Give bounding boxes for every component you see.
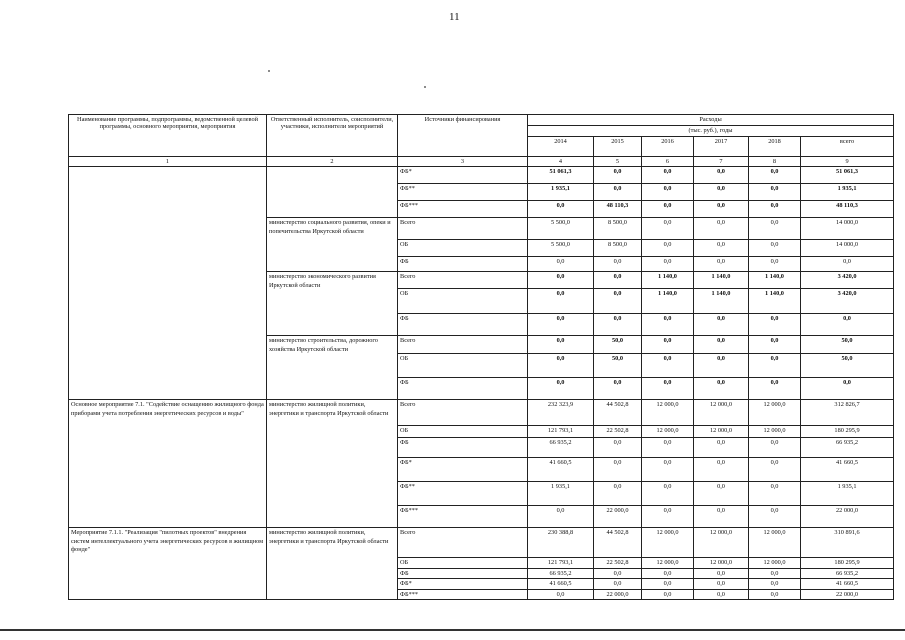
value-cell: 0,0 [801,257,894,272]
value-cell: 121 793,1 [528,558,594,568]
value-cell: 3 420,0 [801,272,894,289]
column-number: 2 [267,157,398,167]
value-cell: 12 000,0 [642,528,694,558]
value-cell: 0,0 [694,354,749,378]
value-cell: 0,0 [594,482,642,506]
value-cell: 0,0 [694,568,749,578]
value-cell: 12 000,0 [642,426,694,438]
scan-speck [424,86,426,88]
value-cell: 0,0 [528,378,594,400]
funding-source: ОБ [398,354,528,378]
value-cell: 0,0 [694,378,749,400]
value-cell: 0,0 [594,458,642,482]
scan-edge-line [0,629,905,631]
value-cell: 12 000,0 [642,558,694,568]
funding-source: ФБ** [398,482,528,506]
header-year: 2015 [594,137,642,157]
value-cell: 66 935,2 [528,438,594,458]
value-cell: 50,0 [594,336,642,354]
value-cell: 1 935,1 [801,184,894,201]
column-number: 3 [398,157,528,167]
value-cell: 0,0 [694,167,749,184]
value-cell: 180 295,9 [801,558,894,568]
value-cell: 0,0 [594,378,642,400]
value-cell: 0,0 [694,579,749,589]
value-cell: 0,0 [642,438,694,458]
value-cell: 0,0 [642,240,694,257]
value-cell: 0,0 [749,579,801,589]
value-cell: 1 140,0 [749,289,801,314]
table-row [69,167,894,184]
value-cell: 121 793,1 [528,426,594,438]
column-number: 5 [594,157,642,167]
value-cell: 50,0 [801,354,894,378]
header-funding-source: Источники финансирования [398,115,528,157]
value-cell: 66 935,2 [528,568,594,578]
value-cell: 0,0 [694,438,749,458]
value-cell: 0,0 [694,257,749,272]
column-number: 4 [528,157,594,167]
executor-cell: министерство экономического развития Иркутской области [267,272,398,336]
value-cell: 0,0 [749,506,801,528]
funding-source: ОБ [398,558,528,568]
value-cell: 0,0 [528,506,594,528]
value-cell: 0,0 [694,336,749,354]
value-cell: 0,0 [528,354,594,378]
value-cell: 50,0 [801,336,894,354]
funding-source: ФБ*** [398,201,528,218]
funding-source: ФБ* [398,458,528,482]
value-cell: 12 000,0 [642,400,694,426]
value-cell: 41 660,5 [801,458,894,482]
value-cell: 1 140,0 [642,289,694,314]
value-cell: 0,0 [694,240,749,257]
value-cell: 0,0 [801,378,894,400]
value-cell: 0,0 [749,240,801,257]
header-units: (тыс. руб.), годы [528,126,894,137]
column-number: 1 [69,157,267,167]
value-cell: 0,0 [749,336,801,354]
value-cell: 0,0 [528,336,594,354]
funding-source: ФБ [398,257,528,272]
value-cell: 22 502,8 [594,426,642,438]
program-cell [69,167,267,400]
budget-table [68,114,894,600]
funding-source: ФБ [398,378,528,400]
value-cell: 0,0 [749,201,801,218]
value-cell: 12 000,0 [694,400,749,426]
value-cell: 0,0 [694,218,749,240]
value-cell: 0,0 [694,482,749,506]
value-cell: 0,0 [642,568,694,578]
value-cell: 0,0 [642,336,694,354]
value-cell: 0,0 [694,506,749,528]
value-cell: 0,0 [594,568,642,578]
value-cell: 50,0 [594,354,642,378]
value-cell: 44 502,8 [594,528,642,558]
executor-cell: министерство социального развития, опеки и попечительства Иркутской области [267,218,398,272]
value-cell: 12 000,0 [749,558,801,568]
value-cell: 0,0 [642,378,694,400]
value-cell: 1 140,0 [694,289,749,314]
column-number: 7 [694,157,749,167]
value-cell: 0,0 [749,184,801,201]
value-cell: 0,0 [642,257,694,272]
value-cell: 12 000,0 [749,528,801,558]
value-cell: 1 935,1 [801,482,894,506]
column-number: 8 [749,157,801,167]
funding-source: ОБ [398,240,528,257]
value-cell: 0,0 [528,589,594,599]
value-cell: 0,0 [749,438,801,458]
value-cell: 0,0 [749,218,801,240]
value-cell: 312 826,7 [801,400,894,426]
value-cell: 0,0 [528,314,594,336]
value-cell: 0,0 [594,289,642,314]
value-cell: 0,0 [694,184,749,201]
funding-source: ФБ [398,438,528,458]
program-cell: Основное мероприятие 7.1. "Содействие оснащению жилищного фонда приборами учета потребления энергетических ресурсов и воды" [69,400,267,528]
value-cell: 14 000,0 [801,218,894,240]
value-cell: 0,0 [694,314,749,336]
value-cell: 0,0 [642,482,694,506]
value-cell: 8 500,0 [594,218,642,240]
funding-source: Всего [398,528,528,558]
value-cell: 0,0 [749,568,801,578]
value-cell: 0,0 [594,438,642,458]
funding-source: ФБ*** [398,589,528,599]
program-cell: Мероприятие 7.1.1. "Реализация "пилотных проектов" внедрения систем интеллектуального учета энергетических ресурсов в жилищном фонде" [69,528,267,600]
value-cell: 5 500,0 [528,240,594,257]
value-cell: 0,0 [594,272,642,289]
value-cell: 230 388,8 [528,528,594,558]
value-cell: 0,0 [642,314,694,336]
header-executor: Ответственный исполнитель, соисполнители, участники, исполнители мероприятий [267,115,398,157]
value-cell: 0,0 [528,257,594,272]
value-cell: 0,0 [749,589,801,599]
header-year: всего [801,137,894,157]
funding-source: ФБ* [398,579,528,589]
value-cell: 22 000,0 [801,506,894,528]
executor-cell: министерство жилищной политики, энергетики и транспорта Иркутской области [267,400,398,528]
executor-cell [267,167,398,218]
funding-source: Всего [398,272,528,289]
page-number: 11 [449,11,460,23]
funding-source: ОБ [398,289,528,314]
value-cell: 0,0 [528,289,594,314]
value-cell: 44 502,8 [594,400,642,426]
value-cell: 0,0 [749,354,801,378]
value-cell: 0,0 [694,589,749,599]
value-cell: 0,0 [642,184,694,201]
value-cell: 48 110,3 [594,201,642,218]
scan-speck [268,70,270,72]
value-cell: 12 000,0 [694,558,749,568]
value-cell: 0,0 [594,314,642,336]
value-cell: 12 000,0 [694,426,749,438]
funding-source: Всего [398,336,528,354]
value-cell: 51 061,3 [528,167,594,184]
value-cell: 8 500,0 [594,240,642,257]
value-cell: 0,0 [642,354,694,378]
value-cell: 0,0 [528,272,594,289]
value-cell: 180 295,9 [801,426,894,438]
header-year: 2016 [642,137,694,157]
value-cell: 0,0 [594,167,642,184]
value-cell: 0,0 [642,201,694,218]
value-cell: 41 660,5 [801,579,894,589]
value-cell: 12 000,0 [749,400,801,426]
value-cell: 22 000,0 [594,506,642,528]
header-expenses: Расходы [528,115,894,126]
value-cell: 5 500,0 [528,218,594,240]
value-cell: 1 140,0 [694,272,749,289]
column-number: 6 [642,157,694,167]
value-cell: 41 660,5 [528,579,594,589]
value-cell: 1 140,0 [642,272,694,289]
value-cell: 0,0 [642,579,694,589]
value-cell: 232 323,9 [528,400,594,426]
value-cell: 0,0 [642,167,694,184]
funding-source: ФБ** [398,184,528,201]
value-cell: 0,0 [749,314,801,336]
value-cell: 0,0 [749,257,801,272]
value-cell: 1 140,0 [749,272,801,289]
value-cell: 14 000,0 [801,240,894,257]
value-cell: 3 420,0 [801,289,894,314]
value-cell: 66 935,2 [801,568,894,578]
value-cell: 0,0 [594,579,642,589]
value-cell: 0,0 [749,458,801,482]
value-cell: 1 935,1 [528,482,594,506]
value-cell: 0,0 [642,458,694,482]
value-cell: 0,0 [528,201,594,218]
header-year: 2018 [749,137,801,157]
funding-source: ФБ*** [398,506,528,528]
table-row [69,400,894,426]
header-program-name: Наименование программы, подпрограммы, ведомственной целевой программы, основного мероприятия, мероприятия [69,115,267,157]
value-cell: 0,0 [749,482,801,506]
value-cell: 0,0 [594,257,642,272]
funding-source: Всего [398,400,528,426]
value-cell: 0,0 [642,218,694,240]
funding-source: ФБ [398,568,528,578]
funding-source: ФБ [398,314,528,336]
value-cell: 0,0 [749,378,801,400]
value-cell: 22 000,0 [594,589,642,599]
value-cell: 51 061,3 [801,167,894,184]
value-cell: 0,0 [642,589,694,599]
value-cell: 0,0 [642,506,694,528]
value-cell: 22 000,0 [801,589,894,599]
value-cell: 41 660,5 [528,458,594,482]
value-cell: 22 502,8 [594,558,642,568]
value-cell: 0,0 [694,201,749,218]
funding-source: ОБ [398,426,528,438]
table-row [69,528,894,558]
funding-source: Всего [398,218,528,240]
column-number: 9 [801,157,894,167]
value-cell: 48 110,3 [801,201,894,218]
header-year: 2014 [528,137,594,157]
value-cell: 0,0 [694,458,749,482]
executor-cell: министерство жилищной политики, энергетики и транспорта Иркутской области [267,528,398,600]
value-cell: 1 935,1 [528,184,594,201]
header-year: 2017 [694,137,749,157]
value-cell: 0,0 [594,184,642,201]
funding-source: ФБ* [398,167,528,184]
value-cell: 66 935,2 [801,438,894,458]
executor-cell: министерство строительства, дорожного хозяйства Иркутской области [267,336,398,400]
value-cell: 12 000,0 [694,528,749,558]
value-cell: 0,0 [801,314,894,336]
value-cell: 310 891,6 [801,528,894,558]
value-cell: 0,0 [749,167,801,184]
value-cell: 12 000,0 [749,426,801,438]
